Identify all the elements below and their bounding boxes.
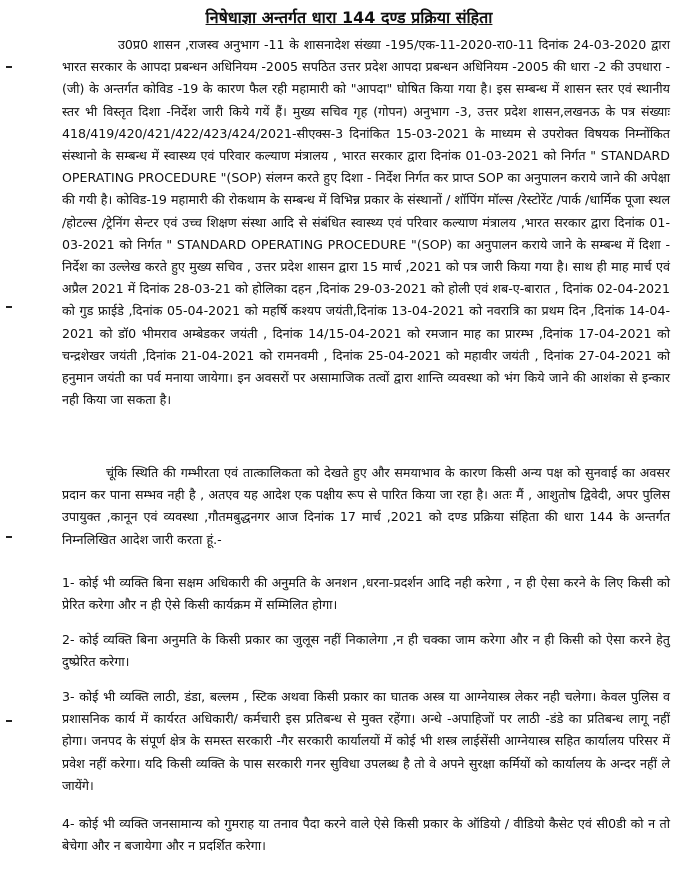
order-item-4: 4- कोई भी व्यक्ति जनसामान्य को गुमराह या तनाव पैदा करने वाले ऐसे किसी प्रकार के ऑडियो / वीडियो कैसेट एवं सी0डी को न तो बेचेगा और न बजायेगा और न प्रदर्शित करेगा।: [62, 816, 670, 854]
order-item-3: 3- कोई भी व्यक्ति लाठी, डंडा, बल्लम , स्टिक अथवा किसी प्रकार का घातक अस्त्र या आग्नेयास्त्र लेकर नही चलेगा। केवल पुलिस व प्रशासनिक कार्य में कार्यरत अधिकारी/ कर्मचारी इस प्रतिबन्ध से मुक्त रहेंगा। अन्धे -अपाहिजों पर लाठी -डंडे का प्रतिबन्ध लागू नहीं होगा। जनपद के संपूर्ण क्षेत्र के समस्त सरकारी -गैर सरकारी कार्यालयों में कोई भी शस्त्र लाईसेंसी आग्नेयास्त्र सहित कार्यालय परिसर में प्रवेश नहीं करेगा। यदि किसी व्यक्ति के पास सरकारी गनर सुविधा उपलब्ध है तो वे अपने सुरक्षा कर्मियों को कार्यालय के अन्दर नहीं ले जायेंगे।: [62, 689, 670, 793]
order-paragraph: चूंकि स्थिति की गम्भीरता एवं तात्कालिकता को देखते हुए और समयाभाव के कारण किसी अन्य पक्ष को सुनवाई का अवसर प्रदान कर पाना सम्भव नही है , अतएव यह आदेश एक पक्षीय रूप से पारित किया जा रहा है। अतः मैं , आशुतोष द्विवेदी, अपर पुलिस उपायुक्त ,कानून एवं व्यवस्था ,गौतमबुद्धनगर आज दिनांक 17 मार्च ,2021 को दण्ड प्रक्रिया संहिता की धारा 144 के अन्तर्गत निम्नलिखित आदेश जारी करता हूं.-: [62, 465, 670, 547]
order-item-2: 2- कोई व्यक्ति बिना अनुमति के किसी प्रकार का जुलूस नहीं निकालेगा ,न ही चक्का जाम करेगा और न ही किसी को ऐसा करने हेतु दुष्प्रेरित करेगा।: [62, 632, 670, 670]
margin-mark: [6, 306, 12, 308]
document-title: [0, 6, 698, 28]
intro-paragraph: उ0प्र0 शासन ,राजस्व अनुभाग -11 के शासनादेश संख्या -195/एक-11-2020-रा0-11 दिनांक 24-03-2020 द्वारा भारत सरकार के आपदा प्रबन्धन अधिनियम -2005 सपठित उत्तर प्रदेश आपदा प्रबन्धन अधिनियम -2005 की धारा -2 की उपधारा -(जी) के अन्तर्गत कोविड -19 के कारण फैल रही महामारी को "आपदा" घोषित किया गया है। इस सम्बन्ध में शासन स्तर एवं स्थानीय स्तर भी विस्तृत दिशा -निर्देश जारी किये गयें हैं। मुख्य सचिव गृह (गोपन) अनुभाग -3, उत्तर प्रदेश शासन,लखनऊ के पत्र संख्याः 418/419/420/421/422/423/424/2021-सीएक्स-3 दिनांकित 15-03-2021 के माध्यम से उपरोक्त विषयक निम्नोंकित संस्थानो के सम्बन्ध में स्वास्थ्य एवं परिवार कल्याण मंत्रालय , भारत सरकार द्वारा दिनांक 01-03-2021 को निर्गत " STANDARD OPERATING PROCEDURE "(SOP) संलग्न करते हुए दिशा - निर्देश निर्गत कर प्राप्त SOP का अनुपालन कराये जाने की अपेक्षा की गयी है। कोविड-19 महामारी की रोकथाम के सम्बन्ध में विभिन्न प्रकार के संस्थानों / शॉपिंग मॉल्स /रेस्टोरेंट /पार्क /धार्मिक पूजा स्थल /होटल्स /ट्रेनिंग सेन्टर एवं उच्च शिक्षण संस्था आदि से संबंधित स्वास्थ्य एवं परिवार कल्याण मंत्रालय ,भारत सरकार द्वारा दिनांक 01-03-2021 को निर्गत " STANDARD OPERATING PROCEDURE "(SOP) का अनुपालन कराये जाने के सम्बन्ध में दिशा - निर्देश का उल्लेख करते हुए मुख्य सचिव , उत्तर प्रदेश शासन द्वारा 15 मार्च ,2021 को पत्र जारी किया गया है। साथ ही माह मार्च एवं अप्रैल 2021 में दिनांक 28-03-21 को होलिका दहन ,दिनांक 29-03-2021 को होली एवं शब-ए-बारात , दिनांक 02-04-2021 को गुड फ्राईडे ,दिनांक 05-04-2021 को महर्षि कश्यप जयंती,दिनांक 13-04-2021 को नवरात्रि का प्रथम दिन ,दिनांक 14-04-2021 को डॉ0 भीमराव अम्बेडकर जयंती , दिनांक 14/15-04-2021 को रमजान माह का प्रारम्भ ,दिनांक 17-04-2021 को चन्द्रशेखर जयंती ,दिनांक 21-04-2021 को रामनवमी , दिनांक 25-04-2021 को महावीर जयंती , दिनांक 27-04-2021 को हनुमान जयंती का पर्व मनाया जायेगा। इन अवसरों पर असामाजिक तत्वों द्वारा शान्ति व्यवस्था को भंग किये जाने की आशंका से इन्कार नही किया जा सकता है।: [62, 37, 671, 408]
margin-mark: [6, 536, 12, 538]
margin-mark: [6, 720, 12, 722]
order-item-1: 1- कोई भी व्यक्ति बिना सक्षम अधिकारी की अनुमति के अनशन ,धरना-प्रदर्शन आदि नही करेगा , न ही ऐसा करने के लिए किसी को प्रेरित करेगा और न ही ऐसे किसी कार्यक्रम में सम्मिलित होगा।: [62, 575, 670, 613]
document-title-text: निषेधाज्ञा अन्तर्गत धारा 144 दण्ड प्रक्रिया संहिता: [205, 8, 493, 27]
margin-mark: [6, 66, 12, 68]
